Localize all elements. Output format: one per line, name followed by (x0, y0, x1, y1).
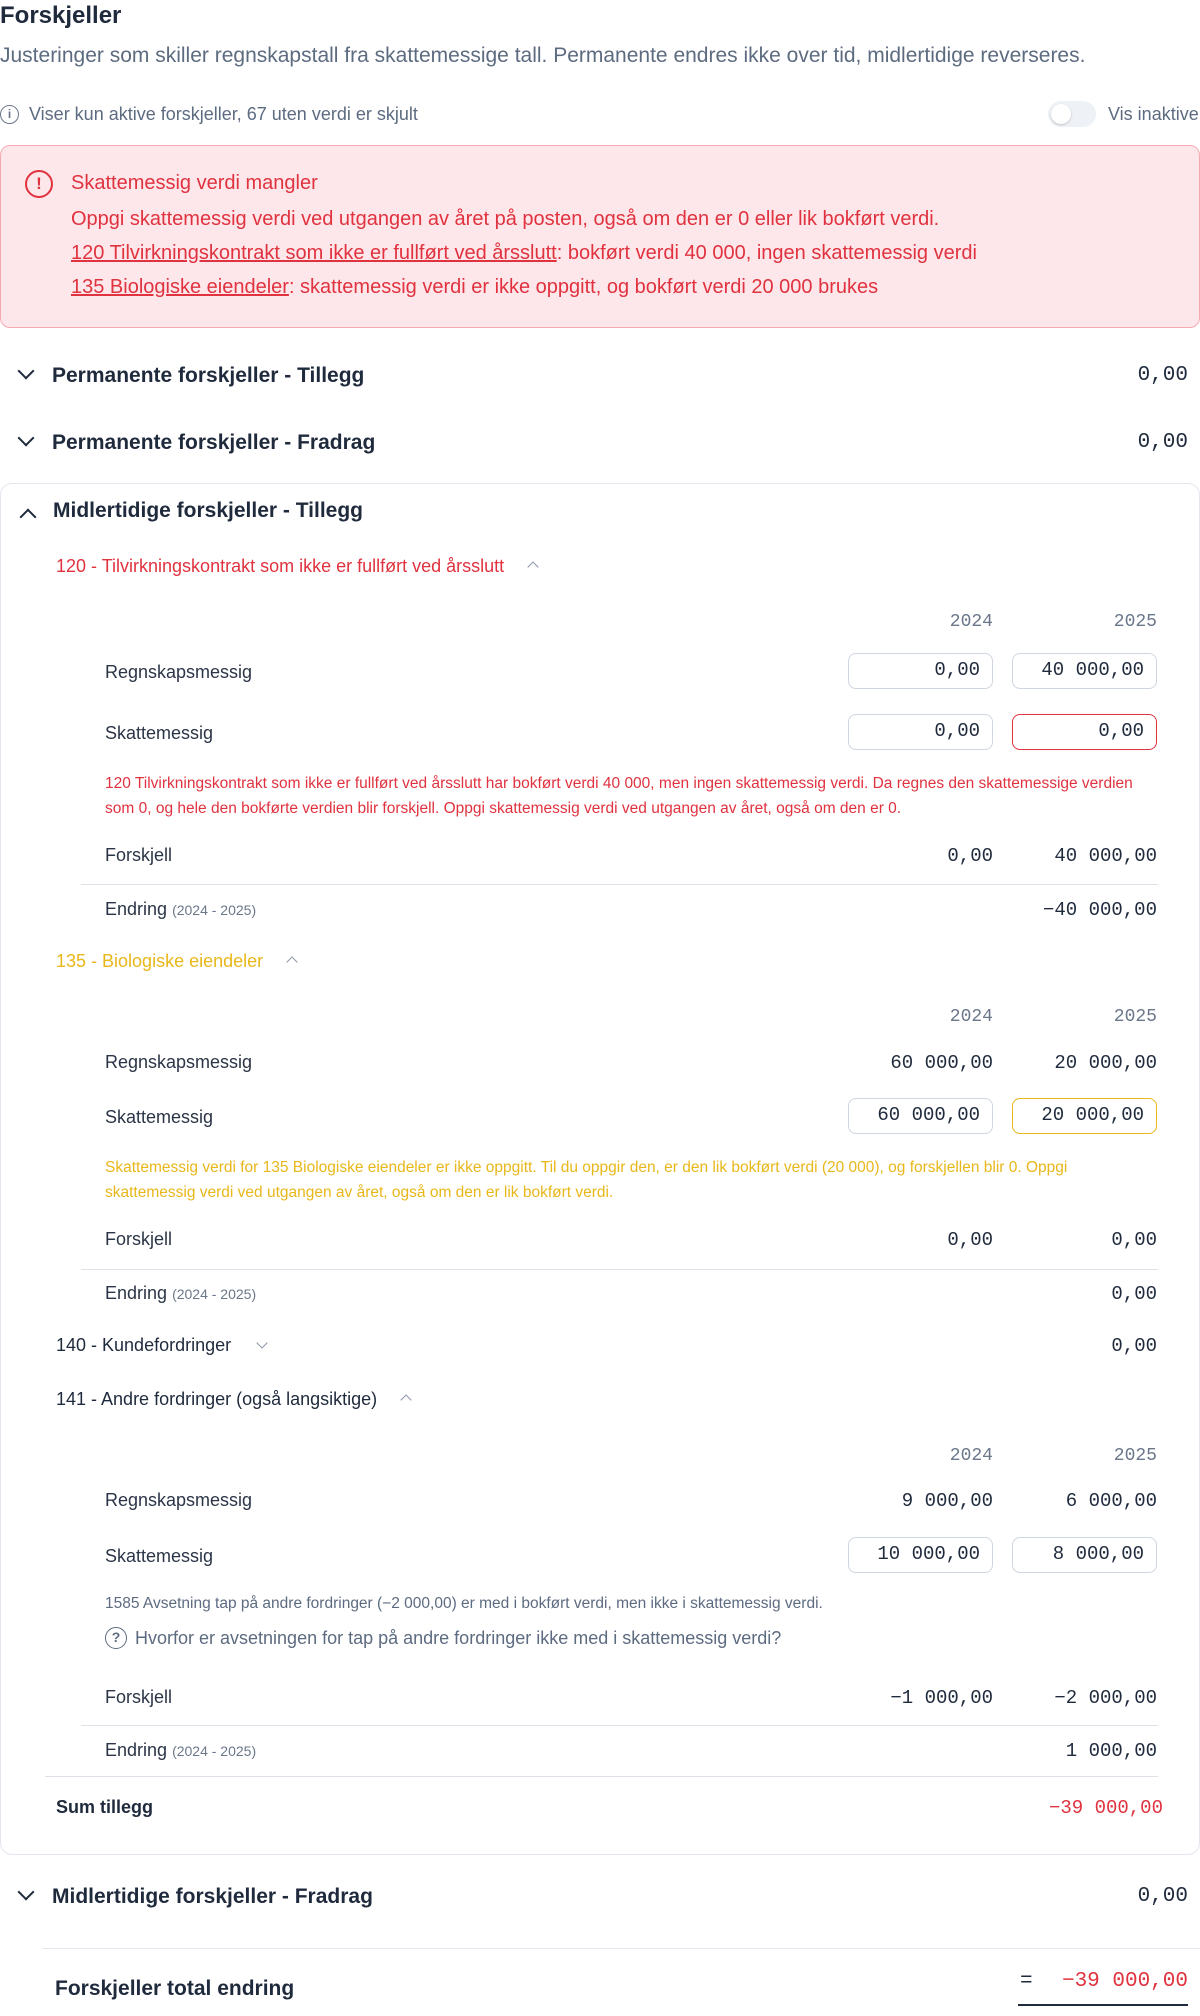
chevron-down-icon (18, 430, 35, 447)
section-title: Permanente forskjeller - Tillegg (52, 364, 365, 387)
year-2024: 2024 (949, 612, 993, 632)
year-2025: 2025 (1113, 1007, 1157, 1027)
forskjell-2025: 40 000,00 (1054, 845, 1157, 867)
label-regnskap: Regnskapsmessig (105, 1490, 253, 1510)
regnskap-2024-input[interactable]: 0,00 (848, 653, 993, 689)
skatt-2025-input[interactable]: 0,00 (1012, 714, 1157, 750)
chevron-up-icon (400, 1394, 411, 1405)
info-row (0, 104, 418, 125)
chevron-up-icon (527, 561, 538, 572)
toggle-knob (1051, 104, 1071, 124)
section-title: Permanente forskjeller - Fradrag (52, 431, 376, 454)
page-title: Forskjeller (0, 2, 122, 29)
page-subtitle: Justeringer som skiller regnskapstall fra skattemessige tall. Permanente endres ikke over tid, midlertidige reverseres. (0, 44, 1086, 67)
regnskap-2025: 20 000,00 (1054, 1052, 1157, 1074)
total-label: Forskjeller total endring (55, 1977, 295, 2000)
chevron-down-icon (18, 363, 35, 380)
help-text: Hvorfor er avsetningen for tap på andre fordringer ikke med i skattemessig verdi? (135, 1627, 782, 1648)
post-135-header[interactable] (56, 951, 296, 979)
label-endring (105, 899, 256, 920)
alert-item-135-text: : skattemessig verdi er ikke oppgitt, og bokført verdi 20 000 brukes (288, 276, 879, 298)
alert-title: Skattemessig verdi mangler (71, 172, 318, 194)
regnskap-2024: 60 000,00 (890, 1052, 993, 1074)
skatt-2025-input[interactable]: 20 000,00 (1012, 1098, 1157, 1134)
alert-link-120[interactable]: 120 Tilvirkningskontrakt som ikke er fullført ved årsslutt (71, 242, 557, 264)
label-forskjell: Forskjell (105, 1687, 173, 1707)
skatt-2024-input[interactable]: 10 000,00 (848, 1537, 993, 1573)
toggle-label: Vis inaktive (1108, 104, 1199, 124)
section-value: 0,00 (1137, 364, 1188, 387)
section-perm-tillegg[interactable] (0, 355, 1200, 399)
post-141-header[interactable] (56, 1389, 410, 1417)
year-2024: 2024 (949, 1446, 993, 1466)
alert-link-135[interactable]: 135 Biologiske eiendeler (71, 276, 289, 298)
divider (81, 1269, 1158, 1270)
section-title: Midlertidige forskjeller - Tillegg (53, 499, 364, 522)
alert-body: Oppgi skattemessig verdi ved utgangen av året på posten, også om den er 0 eller lik bokført verdi. (71, 208, 940, 230)
inactive-toggle[interactable] (1048, 101, 1096, 127)
total-box (1018, 1964, 1188, 2006)
post-title: 141 - Andre fordringer (også langsiktige) (56, 1389, 378, 1409)
post-title: 120 - Tilvirkningskontrakt som ikke er fullført ved årsslutt (56, 556, 505, 576)
post-140-value: 0,00 (1111, 1335, 1157, 1357)
divider (45, 1776, 1158, 1777)
section-midl-fradrag[interactable] (0, 1876, 1200, 1920)
label-skatt: Skattemessig (105, 723, 214, 743)
chevron-down-icon (18, 1884, 35, 1901)
sum-tillegg-value: −39 000,00 (1048, 1797, 1163, 1819)
endring-label: Endring (105, 899, 168, 919)
section-value: 0,00 (1137, 431, 1188, 454)
post-140-header[interactable] (56, 1335, 266, 1363)
question-icon: ? (105, 1627, 127, 1649)
endring-range: (2024 - 2025) (172, 1286, 257, 1302)
endring-range: (2024 - 2025) (172, 902, 257, 918)
label-endring (105, 1283, 256, 1304)
help-link[interactable] (105, 1627, 781, 1649)
forskjell-2024: −1 000,00 (890, 1687, 993, 1709)
post-141-note: 1585 Avsetning tap på andre fordringer (−2 000,00) er med i bokført verdi, men ikke i skattemessig verdi. (105, 1595, 823, 1612)
alert-item-135 (71, 276, 878, 299)
label-forskjell: Forskjell (105, 1229, 173, 1249)
divider (81, 1725, 1158, 1726)
forskjell-2025: −2 000,00 (1054, 1687, 1157, 1709)
section-midl-tillegg-panel (0, 483, 1200, 1855)
section-perm-fradrag[interactable] (0, 422, 1200, 466)
year-2025: 2025 (1113, 612, 1157, 632)
year-2025: 2025 (1113, 1446, 1157, 1466)
endring-value: 0,00 (1111, 1283, 1157, 1305)
alert-icon: ! (25, 170, 53, 198)
alert-item-120 (71, 242, 977, 265)
sum-tillegg-label: Sum tillegg (56, 1797, 154, 1817)
forskjell-2024: 0,00 (947, 845, 993, 867)
endring-value: 1 000,00 (1065, 1740, 1157, 1762)
forskjell-2025: 0,00 (1111, 1229, 1157, 1251)
post-title: 140 - Kundefordringer (56, 1335, 232, 1355)
chevron-up-icon (286, 956, 297, 967)
year-2024: 2024 (949, 1007, 993, 1027)
post-135-note: Skattemessig verdi for 135 Biologiske eiendeler er ikke oppgitt. Til du oppgir den, er den lik bokført verdi (20 000), og forskjellen blir 0. Oppgi skattemessig verdi ved utgangen av året, også om den er lik bokført verdi. (105, 1159, 1068, 1201)
post-title: 135 - Biologiske eiendeler (56, 951, 264, 971)
label-regnskap: Regnskapsmessig (105, 1052, 253, 1072)
endring-label: Endring (105, 1283, 168, 1303)
regnskap-2025-input[interactable]: 40 000,00 (1012, 653, 1157, 689)
post-120-header[interactable] (56, 556, 537, 584)
endring-range: (2024 - 2025) (172, 1743, 257, 1759)
forskjell-2024: 0,00 (947, 1229, 993, 1251)
label-forskjell: Forskjell (105, 845, 173, 865)
section-value: 0,00 (1137, 1885, 1188, 1908)
info-text: Viser kun aktive forskjeller, 67 uten verdi er skjult (29, 104, 418, 124)
endring-label: Endring (105, 1740, 168, 1760)
label-skatt: Skattemessig (105, 1107, 214, 1127)
chevron-up-icon (20, 509, 37, 526)
error-alert (0, 145, 1200, 328)
skatt-2024-input[interactable]: 60 000,00 (848, 1098, 993, 1134)
regnskap-2025: 6 000,00 (1065, 1490, 1157, 1512)
total-value: −39 000,00 (1061, 1970, 1188, 1993)
total-eq: = (1020, 1970, 1033, 1993)
section-midl-tillegg-header[interactable] (1, 484, 1198, 544)
skatt-2025-input[interactable]: 8 000,00 (1012, 1537, 1157, 1573)
alert-item-120-text: : bokført verdi 40 000, ingen skattemessig verdi (556, 242, 977, 264)
divider (81, 884, 1158, 885)
label-skatt: Skattemessig (105, 1546, 214, 1566)
chevron-down-icon (256, 1337, 267, 1348)
section-title: Midlertidige forskjeller - Fradrag (52, 1885, 373, 1908)
regnskap-2024: 9 000,00 (901, 1490, 993, 1512)
post-120-note: 120 Tilvirkningskontrakt som ikke er fullført ved årsslutt har bokført verdi 40 000, men ingen skattemessig verdi. Da regnes den skattemessige verdien som 0, og hele den bokførte verdien blir forskjell. Oppgi skattemessig verdi ved utgangen av året, også om den er 0. (105, 775, 1133, 817)
label-endring (105, 1740, 256, 1761)
skatt-2024-input[interactable]: 0,00 (848, 714, 993, 750)
endring-value: −40 000,00 (1042, 899, 1157, 921)
info-icon: i (0, 105, 19, 124)
divider (42, 1948, 1200, 1949)
label-regnskap: Regnskapsmessig (105, 662, 253, 682)
